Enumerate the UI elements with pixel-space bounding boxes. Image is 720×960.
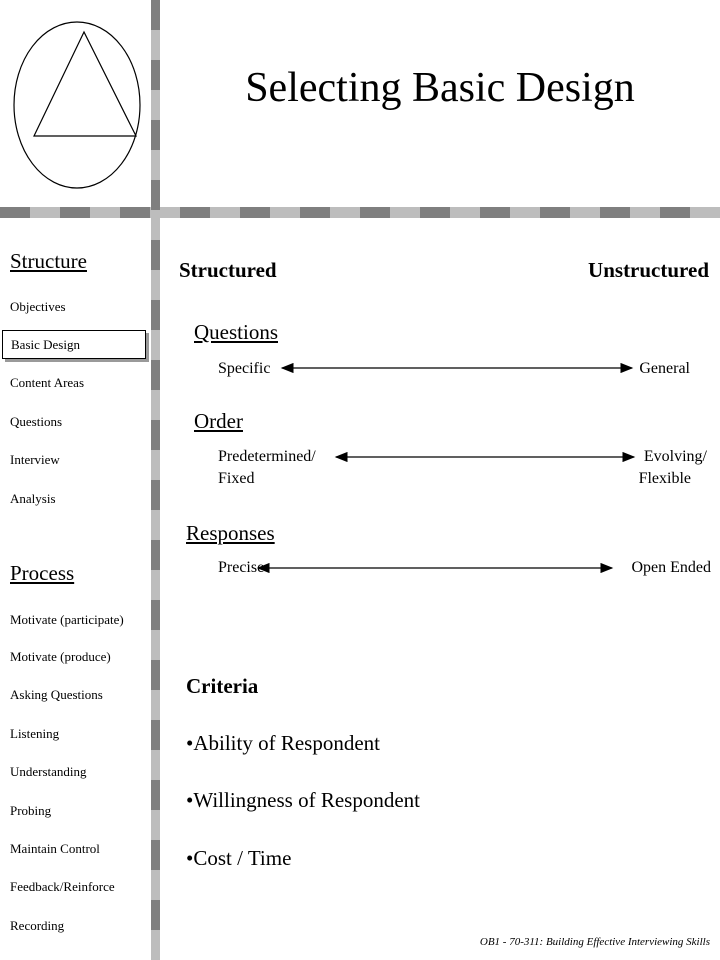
nav-motivate-produce[interactable]: Motivate (produce)	[10, 649, 111, 664]
predetermined-label: Predetermined/	[218, 448, 316, 465]
nav-feedback-reinforce[interactable]: Feedback/Reinforce	[10, 879, 115, 894]
specific-label: Specific	[218, 360, 271, 377]
nav-listening[interactable]: Listening	[10, 726, 60, 741]
evolving-label: Evolving/	[643, 448, 707, 465]
structured-heading: Structured	[179, 258, 277, 282]
nav-recording[interactable]: Recording	[10, 918, 65, 933]
unstructured-heading: Unstructured	[588, 258, 709, 282]
questions-dimension-title: Questions	[194, 320, 278, 344]
course-footer: OB1 - 70-311: Building Effective Interviewing Skills	[479, 936, 710, 948]
open-ended-label: Open Ended	[631, 559, 711, 576]
process-heading: Process	[10, 561, 75, 585]
nav-asking-questions[interactable]: Asking Questions	[10, 687, 103, 702]
criteria-heading: Criteria	[186, 674, 259, 698]
structure-heading: Structure	[10, 249, 87, 273]
nav-questions[interactable]: Questions	[10, 414, 62, 429]
criteria-item-cost-time: •Cost / Time	[186, 846, 292, 870]
flexible-label: Flexible	[638, 470, 691, 487]
criteria-item-willingness: •Willingness of Respondent	[186, 788, 420, 812]
nav-understanding[interactable]: Understanding	[10, 764, 87, 779]
nav-motivate-participate[interactable]: Motivate (participate)	[10, 612, 124, 627]
general-label: General	[639, 360, 690, 377]
nav-probing[interactable]: Probing	[10, 803, 52, 818]
fixed-label: Fixed	[218, 470, 255, 487]
nav-maintain-control[interactable]: Maintain Control	[10, 841, 100, 856]
criteria-item-ability: •Ability of Respondent	[186, 731, 381, 755]
nav-basic-design-label: Basic Design	[11, 337, 80, 352]
responses-dimension-title: Responses	[186, 521, 275, 545]
slide-title: Selecting Basic Design	[245, 65, 635, 111]
nav-analysis[interactable]: Analysis	[10, 491, 56, 506]
nav-content-areas[interactable]: Content Areas	[10, 375, 85, 390]
order-dimension-title: Order	[194, 409, 243, 433]
precise-label: Precise	[218, 559, 265, 576]
nav-objectives[interactable]: Objectives	[10, 299, 66, 314]
nav-interview[interactable]: Interview	[10, 452, 60, 467]
